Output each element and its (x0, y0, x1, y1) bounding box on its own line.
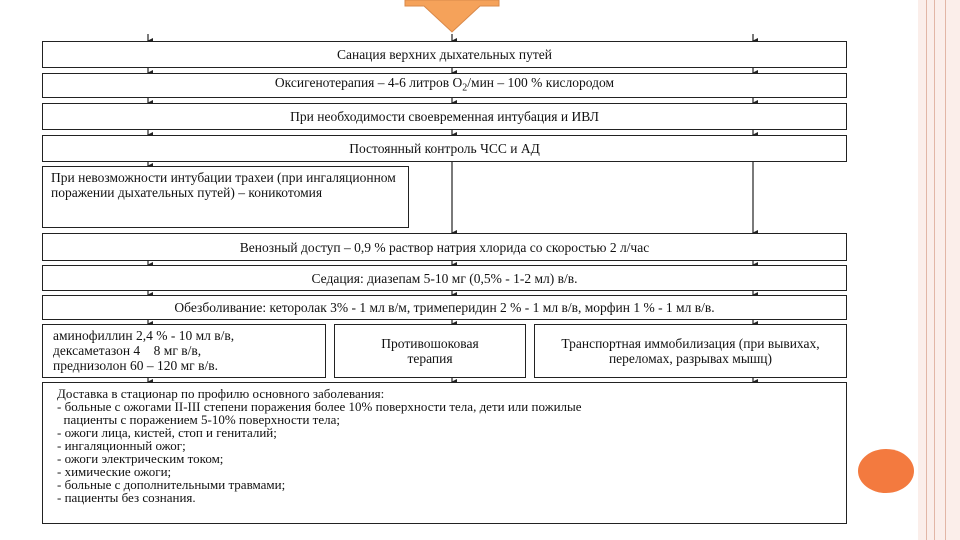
step-sedation (42, 265, 847, 291)
step-oxygen-text: Оксигенотерапия – 4-6 литров $O_2$/мин – 100 % кислородом (274, 75, 615, 94)
step-venous-access-text: Венозный доступ – 0,9 % раствор натрия хлорида со скоростью 2 л/час (239, 239, 650, 255)
delivery-item: пациенты с поражением 5-10% поверхности тела; (57, 412, 340, 427)
step-monitoring (42, 135, 847, 162)
step-sanation (42, 41, 847, 68)
step-oxygen (42, 73, 847, 98)
step-analgesia-text: Обезболивание: кеторолак 3% - 1 мл в/м, тримеперидин 2 % - 1 мл в/в, морфин 1 % - 1 мл в/в. (174, 300, 715, 315)
step-immobilization (534, 324, 847, 378)
delivery-item: - ингаляционный ожог; (57, 438, 186, 453)
step-conicotomy-text: При невозможности интубации трахеи (при ингаляционном поражении дыхательных путей) – коникотомия (51, 170, 396, 200)
drug-line: преднизолон 60 – 120 мг в/в. (53, 358, 218, 373)
step-intubation-text: При необходимости своевременная интубация и ИВЛ (290, 109, 599, 124)
delivery-item: - пациенты без сознания. (57, 490, 196, 505)
step-sedation-text: Седация: диазепам 5-10 мг (0,5% - 1-2 мл) в/в. (311, 270, 578, 286)
step-delivery (42, 382, 847, 524)
step-antishock (334, 324, 526, 378)
step-monitoring-text: Постоянный контроль ЧСС и АД (349, 141, 540, 156)
step-venous-access (42, 233, 847, 261)
step-immobilization-text: Транспортная иммобилизация (при вывихах, переломах, разрывах мышц) (561, 336, 820, 366)
entry-arrow-icon (405, 0, 499, 32)
step-conicotomy (42, 166, 409, 228)
delivery-item: - химические ожоги; (57, 464, 172, 479)
delivery-heading: Доставка в стационар по профилю основного заболевания: (57, 386, 385, 401)
step-sanation-text: Санация верхних дыхательных путей (336, 47, 553, 62)
delivery-item: - ожоги электрическим током; (57, 451, 224, 466)
drug-line: дексаметазон 4 8 мг в/в, (53, 343, 202, 358)
step-drugs (42, 324, 326, 378)
step-intubation (42, 103, 847, 130)
step-antishock-text: Противошоковая терапия (381, 336, 479, 366)
delivery-item: - больные с ожогами II-III степени поражения более 10% поверхности тела, дети или пожилые (57, 399, 582, 414)
delivery-item: - больные с дополнительными травмами; (57, 477, 286, 492)
delivery-item: - ожоги лица, кистей, стоп и гениталий; (57, 425, 277, 440)
drug-line: аминофиллин 2,4 % - 10 мл в/в, (53, 328, 235, 343)
step-analgesia (42, 295, 847, 320)
